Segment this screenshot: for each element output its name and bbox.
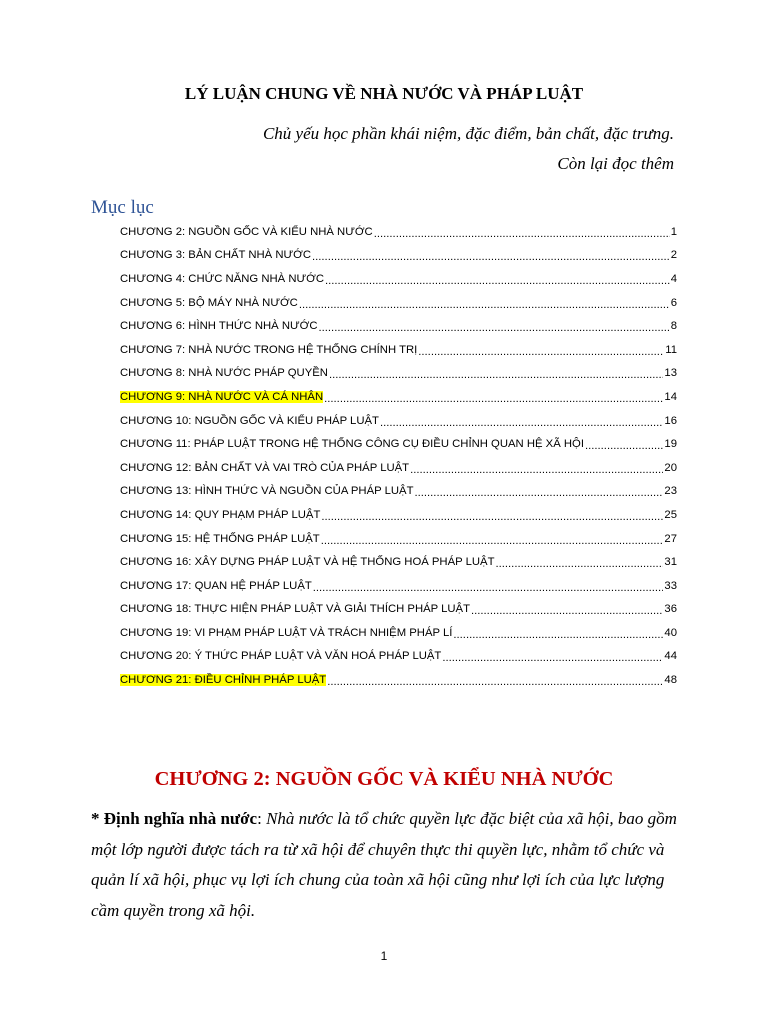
- toc-entry[interactable]: [120, 527, 677, 551]
- toc-entry[interactable]: [120, 668, 677, 692]
- toc-entry[interactable]: [120, 220, 677, 244]
- toc-entry-label[interactable]: CHƯƠNG 4: CHỨC NĂNG NHÀ NƯỚC: [120, 272, 324, 285]
- toc-entry[interactable]: [120, 550, 677, 574]
- toc-entry-label[interactable]: CHƯƠNG 11: PHÁP LUẬT TRONG HỆ THỐNG CÔNG CỤ ĐIỀU CHỈNH QUAN HỆ XÃ HỘI: [120, 438, 584, 451]
- toc-entry-page: 19: [664, 438, 677, 451]
- toc-dot-leader: [380, 417, 663, 429]
- toc-entry-page: 33: [664, 579, 677, 592]
- document-title: LÝ LUẬN CHUNG VỀ NHÀ NƯỚC VÀ PHÁP LUẬT: [184, 84, 584, 103]
- definition-term: * Định nghĩa nhà nước: [91, 809, 258, 828]
- toc-dot-leader: [453, 629, 663, 641]
- toc-entry-label[interactable]: CHƯƠNG 12: BẢN CHẤT VÀ VAI TRÒ CỦA PHÁP LUẬT: [120, 461, 410, 474]
- definition-separator: :: [257, 809, 267, 828]
- toc-dot-leader: [324, 393, 663, 405]
- toc-dot-leader: [319, 322, 670, 334]
- toc-entry[interactable]: [120, 338, 677, 362]
- toc-entry-label[interactable]: CHƯƠNG 18: THỰC HIỆN PHÁP LUẬT VÀ GIẢI THÍCH PHÁP LUẬT: [120, 603, 470, 616]
- toc-entry-page: 1: [670, 225, 677, 238]
- toc-dot-leader: [325, 275, 670, 287]
- toc-entry-label[interactable]: CHƯƠNG 20: Ý THỨC PHÁP LUẬT VÀ VĂN HOÁ PHÁP LUẬT: [120, 650, 442, 663]
- toc-dot-leader: [329, 369, 663, 381]
- toc-entry-page: 23: [664, 485, 677, 498]
- toc-entry-label[interactable]: CHƯƠNG 21: ĐIỀU CHỈNH PHÁP LUẬT: [120, 674, 327, 687]
- toc-entry[interactable]: [120, 574, 677, 598]
- toc-dot-leader: [299, 299, 670, 311]
- toc-dot-leader: [312, 251, 670, 263]
- toc-entry[interactable]: [120, 503, 677, 527]
- toc-entry[interactable]: [120, 456, 677, 480]
- toc-entry-label[interactable]: CHƯƠNG 10: NGUỒN GỐC VÀ KIỂU PHÁP LUẬT: [120, 414, 379, 427]
- toc-entry[interactable]: [120, 409, 677, 433]
- toc-entry-page: 25: [664, 508, 677, 521]
- toc-entry-page: 36: [664, 603, 677, 616]
- toc-entry[interactable]: [120, 598, 677, 622]
- toc-entry[interactable]: [120, 314, 677, 338]
- toc-dot-leader: [410, 464, 663, 476]
- toc-entry-page: 40: [664, 626, 677, 639]
- toc-entry-label[interactable]: CHƯƠNG 13: HÌNH THỨC VÀ NGUỒN CỦA PHÁP LUẬT: [120, 485, 414, 498]
- toc-entry-page: 44: [664, 650, 677, 663]
- toc-entry-label[interactable]: CHƯƠNG 9: NHÀ NƯỚC VÀ CÁ NHÂN: [120, 390, 324, 403]
- toc-entry-label[interactable]: CHƯƠNG 5: BỘ MÁY NHÀ NƯỚC: [120, 296, 298, 309]
- toc-entry-page: 13: [664, 367, 677, 380]
- definition-paragraph: [91, 804, 681, 926]
- toc-heading: Mục lục: [91, 197, 154, 218]
- toc-entry-label[interactable]: CHƯƠNG 15: HỆ THỐNG PHÁP LUẬT: [120, 532, 320, 545]
- toc-entry-label[interactable]: CHƯƠNG 2: NGUỒN GỐC VÀ KIỂU NHÀ NƯỚC: [120, 225, 373, 238]
- toc-dot-leader: [321, 535, 664, 547]
- toc-entry-page: 48: [664, 674, 677, 687]
- toc-dot-leader: [414, 487, 663, 499]
- toc-entry[interactable]: [120, 480, 677, 504]
- toc-dot-leader: [313, 582, 664, 594]
- toc-entry-page: 14: [664, 390, 677, 403]
- toc-entry-page: 4: [670, 272, 677, 285]
- toc-entry-page: 8: [670, 320, 677, 333]
- toc-entry-label[interactable]: CHƯƠNG 7: NHÀ NƯỚC TRONG HỆ THỐNG CHÍNH TRỊ: [120, 343, 418, 356]
- toc-entry-label[interactable]: CHƯƠNG 8: NHÀ NƯỚC PHÁP QUYỀN: [120, 367, 328, 380]
- toc-dot-leader: [495, 558, 663, 570]
- toc-dot-leader: [374, 228, 670, 240]
- toc-entry-page: 16: [664, 414, 677, 427]
- definition-text: Nhà nước là tổ chức quyền lực đặc biệt của xã hội, bao gồm một lớp người được tách ra từ xã hội để chuyên thực thi quyền lực, nhằm tổ chức và quản lí xã hội, phục vụ lợi ích chung của toàn xã hội cũng như lợi ích của lực lượng cầm quyền trong xã hội.: [91, 809, 677, 920]
- toc-dot-leader: [321, 511, 663, 523]
- toc-entry-page: 11: [665, 343, 677, 356]
- toc-entry-label[interactable]: CHƯƠNG 3: BẢN CHẤT NHÀ NƯỚC: [120, 249, 311, 262]
- document-subtitle-line-1: Chủ yếu học phần khái niệm, đặc điểm, bản chất, đặc trưng.: [262, 124, 674, 143]
- toc-entry[interactable]: [120, 267, 677, 291]
- page-number: 1: [380, 949, 388, 963]
- toc-entry-label[interactable]: CHƯƠNG 16: XÂY DỰNG PHÁP LUẬT VÀ HỆ THỐNG HOÁ PHÁP LUẬT: [120, 556, 495, 569]
- toc-entry-page: 2: [670, 249, 677, 262]
- table-of-contents: [120, 220, 677, 692]
- toc-entry[interactable]: [120, 645, 677, 669]
- chapter-heading: CHƯƠNG 2: NGUỒN GỐC VÀ KIỂU NHÀ NƯỚC: [154, 768, 614, 790]
- toc-entry-label[interactable]: CHƯƠNG 17: QUAN HỆ PHÁP LUẬT: [120, 579, 312, 592]
- toc-entry[interactable]: [120, 432, 677, 456]
- toc-entry[interactable]: [120, 362, 677, 386]
- toc-entry-page: 27: [664, 532, 677, 545]
- toc-dot-leader: [442, 652, 663, 664]
- toc-entry[interactable]: [120, 385, 677, 409]
- toc-entry-page: 20: [664, 461, 677, 474]
- toc-entry[interactable]: [120, 244, 677, 268]
- toc-entry[interactable]: [120, 291, 677, 315]
- toc-dot-leader: [471, 605, 663, 617]
- document-subtitle-line-2: Còn lại đọc thêm: [557, 154, 674, 173]
- toc-dot-leader: [585, 440, 663, 452]
- toc-dot-leader: [327, 676, 663, 688]
- toc-entry-page: 31: [664, 556, 677, 569]
- toc-entry-label[interactable]: CHƯƠNG 6: HÌNH THỨC NHÀ NƯỚC: [120, 320, 318, 333]
- toc-dot-leader: [418, 346, 664, 358]
- toc-entry-page: 6: [670, 296, 677, 309]
- toc-entry[interactable]: [120, 621, 677, 645]
- toc-entry-label[interactable]: CHƯƠNG 19: VI PHẠM PHÁP LUẬT VÀ TRÁCH NHIỆM PHÁP LÍ: [120, 626, 453, 639]
- toc-entry-label[interactable]: CHƯƠNG 14: QUY PHẠM PHÁP LUẬT: [120, 508, 321, 521]
